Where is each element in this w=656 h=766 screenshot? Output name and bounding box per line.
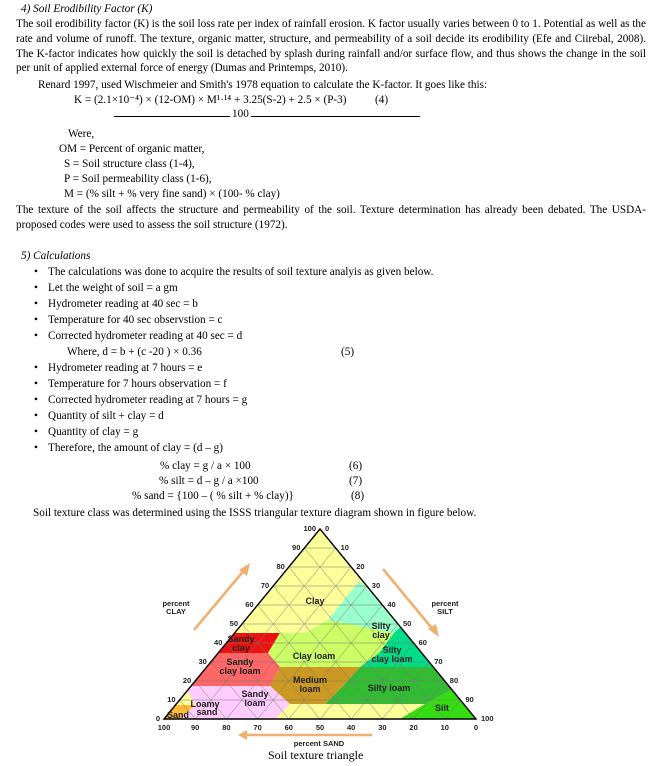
right-tick-label: 100	[481, 714, 494, 723]
equation-denominator: 100	[232, 108, 249, 120]
bottom-tick-label: 20	[409, 723, 418, 732]
renard-paragraph: Renard 1997, used Wischmeier and Smith's 1978 equation to calculate the K-factor. It goes like this:	[38, 79, 488, 91]
left-tick-label: 30	[198, 657, 207, 666]
bottom-tick-label: 60	[284, 723, 293, 732]
section-5-heading: 5) Calculations	[21, 250, 91, 262]
label-sandy-clay-1: Sandy	[227, 634, 255, 644]
definition-m: M = (% silt + % very fine sand) × (100- % clay)	[64, 188, 280, 200]
list-item: Therefore, the amount of clay = (d – g)	[48, 442, 223, 454]
label-clay-loam: Clay loam	[292, 651, 336, 661]
texture-paragraph: The texture of the soil affects the structure and permeability of the soil. Texture determination has already been debated. The USDA-proposed codes were used to assess the soil structure (1972).	[16, 204, 646, 231]
where-line: Where, d = b + (c -20 ) × 0.36	[67, 346, 202, 358]
axis-silt-title-1: percent	[431, 599, 459, 608]
formula-clay: % clay = g / a × 100	[160, 460, 251, 472]
definition-p: P = Soil permeability class (1-6),	[64, 173, 212, 185]
list-item: Let the weight of soil = a gm	[48, 282, 178, 294]
formula-silt: % silt = d – g / a ×100	[159, 475, 259, 487]
list-item: Temperature for 40 sec observstion = c	[48, 314, 223, 326]
bottom-tick-label: 90	[191, 723, 200, 732]
bullet: •	[34, 314, 38, 326]
left-tick-label: 70	[260, 581, 270, 590]
bullet: •	[34, 266, 38, 278]
list-item: Quantity of silt + clay = d	[48, 410, 164, 422]
axis-sand-title: percent SAND	[293, 739, 345, 748]
label-loamy-sand-1: Loamy	[190, 699, 220, 709]
label-sandy-clay-loam-2: clay loam	[219, 666, 261, 676]
right-tick-label: 90	[465, 695, 474, 704]
left-tick-label: 10	[167, 695, 176, 704]
left-tick-label: 20	[182, 676, 192, 685]
list-item: Corrected hydrometer reading at 40 sec = d	[48, 330, 243, 342]
right-tick-label: 0	[325, 524, 330, 533]
definition-om: OM = Percent of organic matter,	[59, 143, 205, 155]
label-clay: Clay	[305, 596, 325, 606]
label-silt: Silt	[434, 703, 450, 713]
label-sand: Sand	[166, 710, 190, 720]
list-item: Hydrometer reading at 40 sec = b	[48, 298, 198, 310]
list-item: Corrected hydrometer reading at 7 hours = g	[48, 394, 248, 406]
clay-arrow	[194, 568, 246, 630]
label-silty-clay-2: clay	[372, 630, 390, 640]
bullet: •	[34, 330, 38, 342]
section-4-heading: 4) Soil Erodibility Factor (K)	[21, 3, 153, 15]
list-item: The calculations was done to acquire the results of soil texture analyis as given below.	[48, 266, 434, 278]
bottom-tick-label: 10	[440, 723, 449, 732]
equation-number-8: (8)	[351, 490, 365, 502]
bottom-tick-label: 70	[253, 723, 262, 732]
left-tick-label: 90	[292, 543, 301, 552]
were-label: Were,	[68, 128, 95, 140]
list-item: Hydrometer reading at 7 hours = e	[48, 362, 203, 374]
bullet: •	[34, 410, 38, 422]
equation-number-5: (5)	[341, 346, 355, 358]
bullet: •	[34, 362, 38, 374]
right-tick-label: 70	[434, 657, 443, 666]
left-tick-label: 50	[229, 619, 238, 628]
axis-clay-title-1: percent	[162, 599, 190, 608]
figure-caption: Soil texture triangle	[268, 748, 364, 762]
left-tick-label: 40	[214, 638, 223, 647]
k-factor-equation: K = (2.1×10⁻⁴) × (12-OM) × M¹·¹⁴ + 3.25(S-2) + 2.5 × (P-3)	[74, 94, 347, 106]
figure-intro: Soil texture class was determined using the ISSS triangular texture diagram shown in figure below.	[33, 507, 477, 519]
left-tick-label: 80	[276, 562, 285, 571]
equation-number-7: (7)	[349, 475, 363, 487]
formula-sand: % sand = {100 – ( % silt + % clay)}	[132, 490, 294, 502]
axis-silt-title-2: SILT	[437, 607, 453, 616]
label-silty-clay-loam-1: Silty	[382, 645, 402, 655]
label-sandy-loam-2: loam	[244, 698, 266, 708]
bottom-tick-label: 100	[157, 723, 171, 732]
erodibility-paragraph: The soil erodibility factor (K) is the soil loss rate per index of rainfall erosion. K factor usually varies between 0 to 1. Potential as well as the rate and volume of runoff. The texture, organic matter, structure, and permeability of a soil decide its erodibility (Efe and Ciirebal, 2008). The K-factor indicates how quickly the soil is detached by splash during rainfall and/or surface flow, and thus shows the change in the soil per unit of applied external force of energy (Dumas and Printemps, 2010).	[16, 18, 646, 75]
right-tick-label: 10	[340, 543, 349, 552]
label-silty-loam: Silty loam	[367, 683, 411, 693]
right-tick-label: 80	[449, 676, 459, 685]
list-item: Temperature for 7 hours observation = f	[48, 378, 227, 390]
bottom-tick-label: 50	[315, 723, 325, 732]
label-sandy-clay-loam-1: Sandy	[226, 657, 254, 667]
equation-number-6: (6)	[349, 460, 363, 472]
left-tick-label: 60	[245, 600, 254, 609]
right-tick-label: 20	[356, 562, 365, 571]
bullet: •	[34, 394, 38, 406]
bullet: •	[34, 298, 38, 310]
bottom-tick-label: 80	[222, 723, 231, 732]
list-item: Quantity of clay = g	[48, 426, 139, 438]
label-silty-clay-loam-2: clay loam	[371, 654, 413, 664]
label-sandy-loam-1: Sandy	[241, 689, 269, 699]
axis-clay-title-2: CLAY	[166, 607, 186, 616]
bullet: •	[34, 442, 38, 454]
left-tick-label: 0	[155, 714, 160, 723]
bullet: •	[34, 282, 38, 294]
bottom-tick-label: 0	[473, 723, 479, 732]
bullet: •	[34, 378, 38, 390]
label-medium-loam-1: Medium	[292, 675, 328, 685]
left-tick-label: 100	[303, 524, 316, 533]
right-tick-label: 30	[371, 581, 381, 590]
label-medium-loam-2: loam	[299, 684, 321, 694]
bottom-tick-label: 40	[347, 723, 356, 732]
equation-number-4: (4)	[375, 94, 389, 106]
bullet: •	[34, 426, 38, 438]
definition-s: S = Soil structure class (1-4),	[64, 158, 195, 170]
label-silty-clay-1: Silty	[371, 621, 391, 631]
right-tick-label: 60	[418, 638, 427, 647]
label-sandy-clay-2: clay	[232, 643, 250, 653]
bottom-tick-label: 30	[378, 723, 387, 732]
right-tick-label: 50	[403, 619, 412, 628]
right-tick-label: 40	[387, 600, 396, 609]
sand-arrowhead	[238, 730, 247, 740]
label-loamy-sand-2: sand	[196, 707, 218, 717]
